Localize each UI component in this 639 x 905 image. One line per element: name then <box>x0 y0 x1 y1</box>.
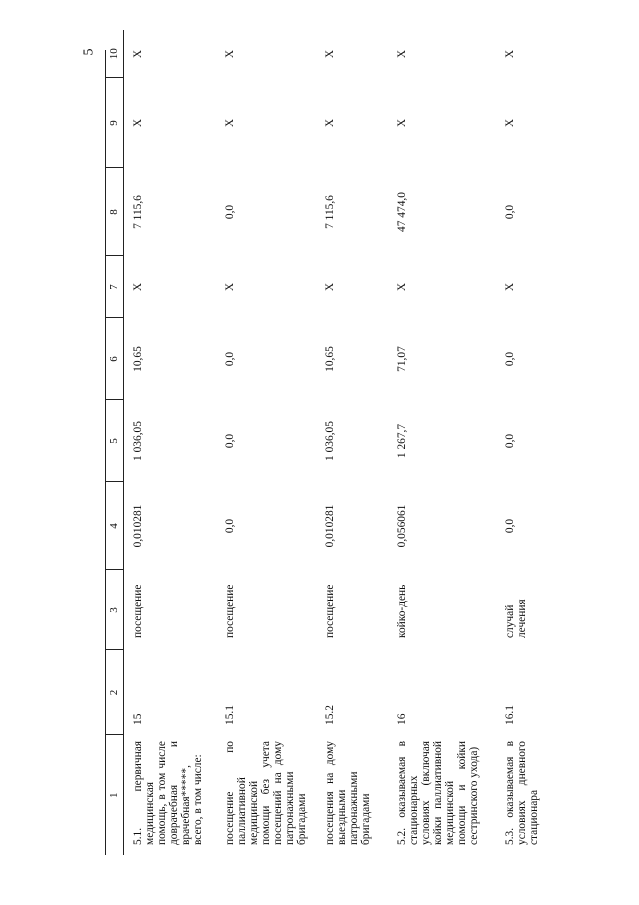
row-value: 0,0 <box>223 518 236 534</box>
rotated-table-page <box>105 50 555 855</box>
row-value: Х <box>395 282 408 292</box>
row-value: Х <box>323 118 336 128</box>
row-value: 0,0 <box>503 351 516 367</box>
row-value: Х <box>503 282 516 292</box>
row-value: Х <box>323 282 336 292</box>
row-value: 1 036,05 <box>323 421 336 461</box>
row-value: 0,0 <box>503 518 516 534</box>
header-cell: 7 <box>105 256 124 318</box>
row-value: 0,0 <box>223 204 236 220</box>
row-value: 7 115,6 <box>323 195 336 229</box>
table-top-rule <box>105 50 106 855</box>
header-cell: 9 <box>105 78 124 168</box>
header-cell: 8 <box>105 168 124 256</box>
row-value: Х <box>132 118 144 128</box>
row-value: 0,0 <box>223 351 236 367</box>
row-value: 10,65 <box>132 346 144 372</box>
row-value: 7 115,6 <box>132 195 144 229</box>
row-value: 0,056061 <box>395 504 408 548</box>
table <box>105 30 556 855</box>
row-name: посещения на дому выездными патронажными бригадами <box>323 741 372 845</box>
row-value: 0,010281 <box>323 504 336 548</box>
table-row <box>216 30 316 855</box>
row-value: Х <box>223 118 236 128</box>
table-row <box>316 30 388 855</box>
row-unit: случай лечения <box>503 599 528 638</box>
row-value: 0,0 <box>223 433 236 449</box>
page-number: 5 <box>81 48 97 56</box>
row-value: Х <box>223 49 236 59</box>
row-unit: койко-день <box>395 584 408 638</box>
row-value: 0,010281 <box>132 504 144 548</box>
row-value: Х <box>395 118 408 128</box>
header-cell: 10 <box>105 30 124 78</box>
table-row <box>496 30 556 855</box>
row-code: 15 <box>132 713 144 725</box>
row-value: Х <box>503 118 516 128</box>
row-value: 71,07 <box>395 346 408 372</box>
row-code: 15.1 <box>223 705 236 725</box>
row-name: посещение по паллиативной медицинской помощи без учета посещений на дому патронажными бригадами <box>223 741 308 845</box>
row-name: 5.3. оказываемая в условиях дневного стационара <box>503 741 540 845</box>
row-value: 47 474,0 <box>395 192 408 232</box>
table-row <box>388 30 496 855</box>
row-code: 16.1 <box>503 705 516 725</box>
row-name: 5.1. первичная медицинская помощь, в том числе доврачебная и врачебная*****, всего, в том числе: <box>132 741 204 845</box>
row-value: Х <box>503 49 516 59</box>
header-cell: 4 <box>105 482 124 570</box>
header-cell: 6 <box>105 318 124 400</box>
row-unit: посещение <box>223 584 236 638</box>
row-value: Х <box>223 282 236 292</box>
row-value: 0,0 <box>503 433 516 449</box>
table-header-row <box>105 30 124 855</box>
row-code: 15.2 <box>323 705 336 725</box>
row-name: 5.2. оказываемая в стационарных условиях (включая койки паллиативной медицинской помощи и койки сестринского ухода) <box>395 741 480 845</box>
row-value: 0,0 <box>503 204 516 220</box>
header-cell: 5 <box>105 400 124 482</box>
row-value: 10,65 <box>323 346 336 372</box>
row-value: Х <box>323 49 336 59</box>
header-cell: 2 <box>105 650 124 735</box>
row-value: Х <box>132 282 144 292</box>
row-value: Х <box>395 49 408 59</box>
row-unit: посещение <box>132 584 144 638</box>
row-value: 1 267,7 <box>395 423 408 459</box>
row-code: 16 <box>395 713 408 725</box>
row-unit: посещение <box>323 584 336 638</box>
header-cell: 3 <box>105 570 124 650</box>
table-row <box>124 30 216 855</box>
row-value: 1 036,05 <box>132 421 144 461</box>
header-cell: 1 <box>105 735 124 855</box>
row-value: Х <box>132 49 144 59</box>
